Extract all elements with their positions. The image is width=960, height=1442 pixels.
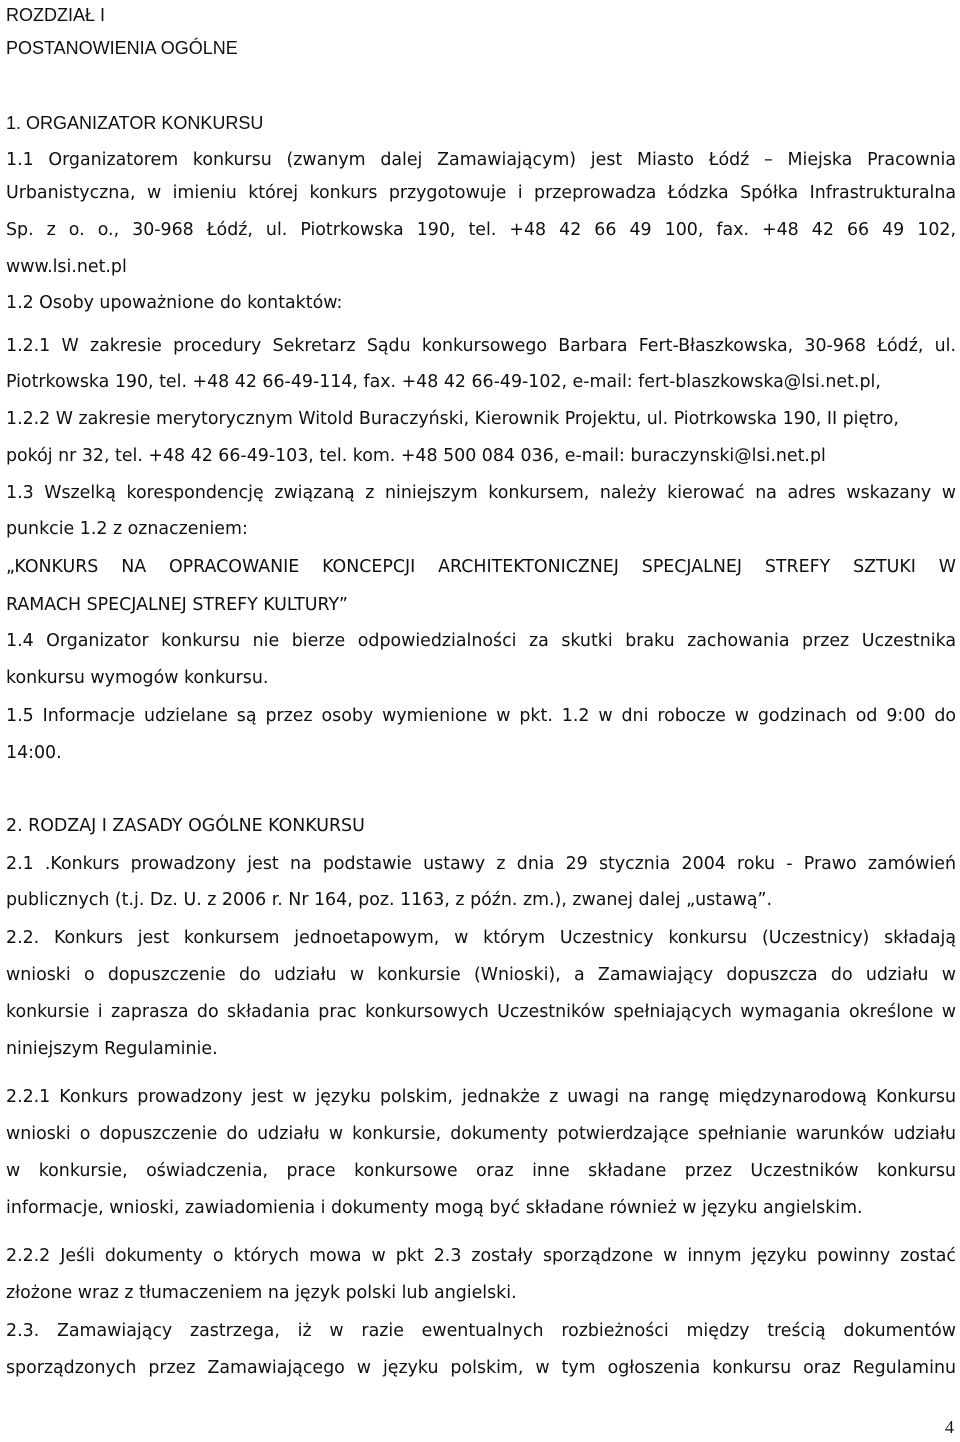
text-line: 1.2 Osoby upoważnione do kontaktów:: [6, 293, 343, 313]
text-line: 14:00.: [6, 743, 62, 763]
text-line: 1.3 Wszelką korespondencję związaną z niniejszym konkursem, należy kierować na adres wskazany w: [6, 483, 956, 503]
text-line: konkursie i zaprasza do składania prac konkursowych Uczestników spełniających wymagania określone w: [6, 1002, 956, 1022]
text-line: 2.2.1 Konkurs prowadzony jest w języku polskim, jednakże z uwagi na rangę międzynarodową Konkursu: [6, 1087, 956, 1107]
text-line: wnioski o dopuszczenie do udziału w konkursie (Wnioski), a Zamawiający dopuszcza do udziału w: [6, 965, 956, 985]
text-line: punkcie 1.2 z oznaczeniem:: [6, 519, 248, 539]
text-line: 1.2.1 W zakresie procedury Sekretarz Sądu konkursowego Barbara Fert-Błaszkowska, 30-968 Łódź, ul.: [6, 336, 956, 356]
text-line: informacje, wnioski, zawiadomienia i dokumenty mogą być składane również w języku angielskim.: [6, 1198, 863, 1218]
text-line: 1.5 Informacje udzielane są przez osoby wymienione w pkt. 1.2 w dni robocze w godzinach od 9:00 do: [6, 706, 956, 726]
text-line: publicznych (t.j. Dz. U. z 2006 r. Nr 164, poz. 1163, z późn. zm.), zwanej dalej „ustawą”.: [6, 890, 773, 910]
text-line: konkursu wymogów konkursu.: [6, 668, 269, 688]
text-line: wnioski o dopuszczenie do udziału w konkursie, dokumenty potwierdzające spełnianie warunków udziału: [6, 1124, 956, 1144]
competition-title-line: „KONKURS NA OPRACOWANIE KONCEPCJI ARCHITEKTONICZNEJ SPECJALNEJ STREFY SZTUKI W: [6, 557, 956, 577]
text-line: niniejszym Regulaminie.: [6, 1039, 218, 1059]
text-line: 2.1 .Konkurs prowadzony jest na podstawie ustawy z dnia 29 stycznia 2004 roku - Prawo zamówień: [6, 854, 956, 874]
text-line: 2.2. Konkurs jest konkursem jednoetapowym, w którym Uczestnicy konkursu (Uczestnicy) składają: [6, 928, 956, 948]
text-line: Piotrkowska 190, tel. +48 42 66-49-114, fax. +48 42 66-49-102, e-mail: fert-blaszkowska@lsi.net.pl,: [6, 372, 881, 392]
text-line: złożone wraz z tłumaczeniem na język polski lub angielski.: [6, 1283, 517, 1303]
text-line: 1.1 Organizatorem konkursu (zwanym dalej Zamawiającym) jest Miasto Łódź – Miejska Pracownia: [6, 150, 956, 170]
text-line: Urbanistyczna, w imieniu której konkurs przygotowuje i przeprowadza Łódzka Spółka Infrastrukturalna: [6, 183, 956, 203]
text-line: 1.4 Organizator konkursu nie bierze odpowiedzialności za skutki braku zachowania przez Uczestnika: [6, 631, 956, 651]
chapter-heading: ROZDZIAŁ I: [6, 5, 106, 25]
text-line: www.lsi.net.pl: [6, 257, 127, 277]
general-provisions-heading: POSTANOWIENIA OGÓLNE: [6, 38, 238, 58]
text-line: Sp. z o. o., 30-968 Łódź, ul. Piotrkowska 190, tel. +48 42 66 49 100, fax. +48 42 66 49 102,: [6, 220, 956, 240]
text-line: 2.2.2 Jeśli dokumenty o których mowa w pkt 2.3 zostały sporządzone w innym języku powinny zostać: [6, 1246, 956, 1266]
competition-title-line: RAMACH SPECJALNEJ STREFY KULTURY”: [6, 595, 348, 615]
section-1-title: 1. ORGANIZATOR KONKURSU: [6, 113, 264, 133]
text-line: 1.2.2 W zakresie merytorycznym Witold Buraczyński, Kierownik Projektu, ul. Piotrkowska 190, II piętro,: [6, 409, 899, 429]
section-2-title: 2. RODZAJ I ZASADY OGÓLNE KONKURSU: [6, 816, 365, 836]
text-line: 2.3. Zamawiający zastrzega, iż w razie ewentualnych rozbieżności między treścią dokumentów: [6, 1321, 956, 1341]
page-number: 4: [945, 1417, 954, 1437]
text-line: sporządzonych przez Zamawiającego w języku polskim, w tym ogłoszenia konkursu oraz Regulaminu: [6, 1358, 956, 1378]
text-line: w konkursie, oświadczenia, prace konkursowe oraz inne składane przez Uczestników konkursu: [6, 1161, 956, 1181]
text-line: pokój nr 32, tel. +48 42 66-49-103, tel. kom. +48 500 084 036, e-mail: buraczynski@lsi.net.pl: [6, 446, 826, 466]
